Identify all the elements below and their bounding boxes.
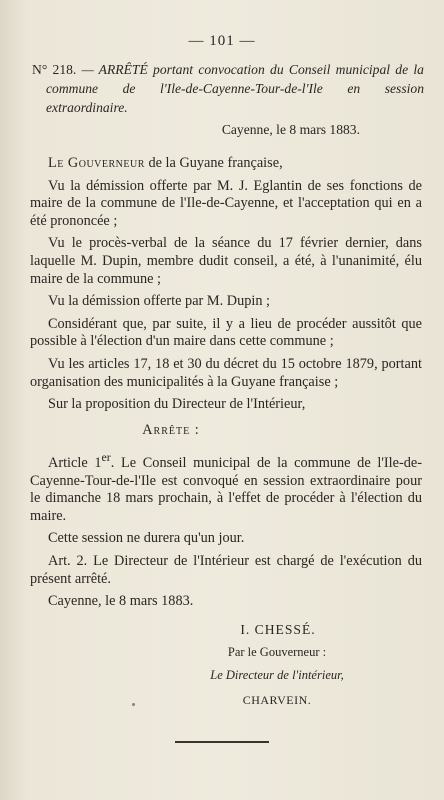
paper-speck: [132, 703, 135, 706]
par-le-gouverneur: Par le Gouverneur :: [227, 645, 327, 659]
decree-number: N° 218.: [32, 62, 77, 77]
considerant-paragraph: Vu le procès-verbal de la séance du 17 février dernier, dans laquelle M. Dupin, membre dudit conseil, a été, à l'unanimité, élu maire de la commune ;: [30, 235, 422, 287]
page-number: — 101 —: [188, 33, 256, 49]
closing-place-date: Cayenne, le 8 mars 1883.: [48, 593, 194, 610]
arrete-label: Arrête :: [142, 421, 200, 438]
session-note: Cette session ne durera qu'un jour.: [48, 530, 245, 547]
closing-rule: [175, 741, 269, 743]
directeur-title: Le Directeur de l'intérieur,: [210, 668, 344, 682]
considerant-paragraph: Vu la démission offerte par M. J. Eglantin de ses fonctions de maire de la commune de l'Ile-de-Cayenne, et l'acceptation qui en a été prononcée ;: [30, 177, 422, 229]
decree-heading: [32, 60, 424, 117]
decree-place-date: Cayenne, le 8 mars 1883.: [221, 122, 360, 137]
countersigner-name: CHARVEIN.: [242, 693, 312, 707]
article-1-sup: er: [101, 450, 111, 465]
decree-body: [30, 155, 422, 616]
article-1: [30, 449, 422, 525]
governor-line: [30, 155, 422, 173]
decree-heading-block: [32, 60, 424, 117]
decree-title: — ARRÊTÉ portant convocation du Conseil municipal de la commune de l'Ile-de-Cayenne-Tour-de-l'Ile en session extraordinaire.: [46, 62, 424, 115]
considerant-paragraph: Sur la proposition du Directeur de l'Intérieur,: [48, 396, 306, 413]
article-1-text: . Le Conseil municipal de la commune de l'Ile-de-Cayenne-Tour-de-l'Ile est convoqué en session extraordinaire pour le dimanche 18 mars prochain, à l'effet de procéder à l'élection du maire.: [30, 455, 422, 524]
article-2: Art. 2. Le Directeur de l'Intérieur est chargé de l'exécution du présent arrêté.: [30, 553, 422, 587]
signer-name: I. CHESSÉ.: [240, 622, 316, 637]
governor-lead: Le Gouverneur: [48, 155, 145, 171]
governor-rest: de la Guyane française,: [144, 155, 283, 171]
considerant-paragraph: Considérant que, par suite, il y a lieu de procéder aussitôt que possible à l'élection d'un maire dans cette commune ;: [30, 315, 422, 350]
considerant-paragraph: Vu les articles 17, 18 et 30 du décret du 15 octobre 1879, portant organisation des municipalités à la Guyane française ;: [30, 355, 422, 390]
article-1-lead: Article 1: [48, 455, 102, 472]
considerant-paragraph: Vu la démission offerte par M. Dupin ;: [48, 293, 271, 310]
